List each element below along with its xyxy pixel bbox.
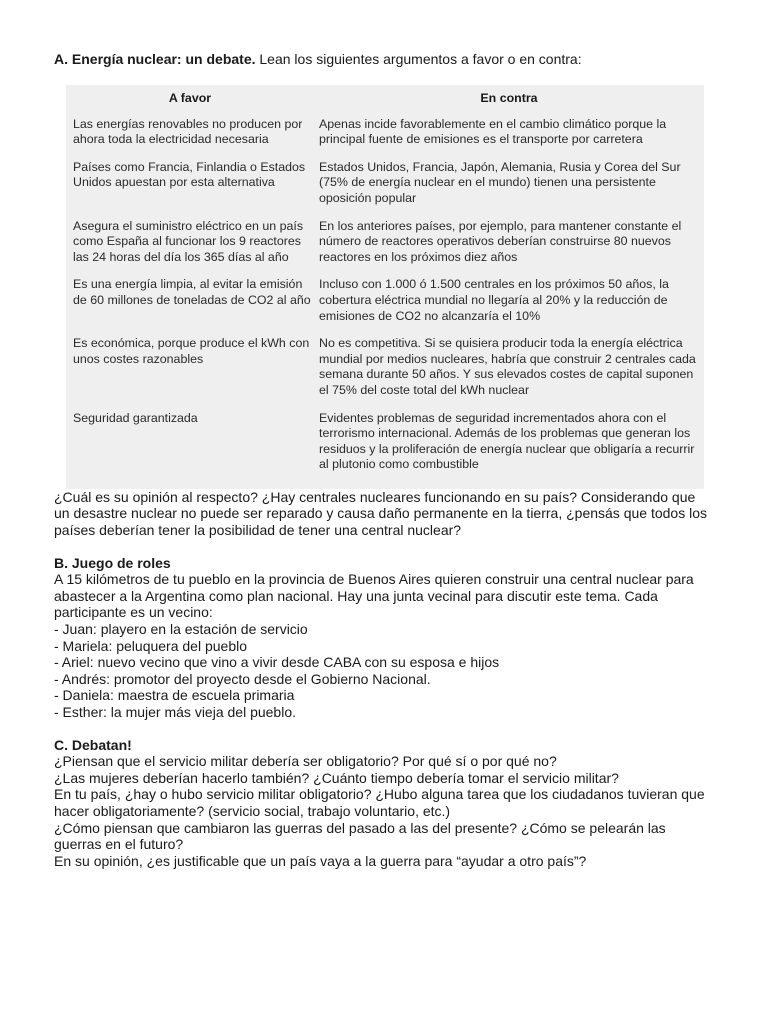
list-item: - Ariel: nuevo vecino que vino a vivir desde CABA con su esposa e hijos (54, 654, 500, 671)
table-row (66, 336, 704, 410)
section-c-paragraph: ¿Las mujeres deberían hacerlo también? ¿Cuánto tiempo debería tomar el servicio militar? (54, 769, 619, 786)
section-a-question: ¿Cuál es su opinión al respecto? ¿Hay centrales nucleares funcionando en su país? Considerando que un desastre nuclear no puede ser reparado y causa daño permanente en la tierra, ¿pensás que todos los países deberían tener la posibilidad de tener una central nuclear? (54, 488, 707, 539)
contra-cell: En los anteriores países, por ejemplo, para mantener constante el número de reactores operativos deberían construirse 80 nuevos reactores en los próximos diez años (319, 218, 682, 264)
document-page (54, 50, 714, 869)
table-row (66, 411, 704, 485)
header-en-contra: En contra (480, 91, 538, 105)
table-header-row (66, 91, 704, 117)
arguments-table-container (66, 85, 704, 489)
contra-cell: Evidentes problemas de seguridad incrementados ahora con el terrorismo internacional. Además de los problemas que generan los residuos y la proliferación de energía nuclear que obligaría a recurrir al plutonio como combustible (319, 410, 695, 472)
section-c-paragraph: En su opinión, ¿es justificable que un país vaya a la guerra para “ayudar a otro país”? (54, 852, 587, 869)
favor-cell: Países como Francia, Finlandia o Estados Unidos apuestan por esta alternativa (73, 159, 306, 190)
favor-cell: Es una energía limpia, al evitar la emisión de 60 millones de toneladas de CO2 al año (73, 277, 311, 307)
favor-cell: Asegura el suministro eléctrico en un país como España al funcionar los 9 reactores las 24 horas del día los 365 días al año (73, 218, 304, 264)
section-a-title: A. Energía nuclear: un debate. (54, 51, 256, 67)
contra-cell: Apenas incide favorablemente en el cambio climático porque la principal fuente de emisiones es el transporte por carretera (319, 116, 667, 147)
section-c-paragraph: ¿Piensan que el servicio militar debería ser obligatorio? Por qué sí o por qué no? (54, 753, 557, 770)
table-row (66, 160, 704, 219)
table-row (66, 219, 704, 278)
section-b-title: B. Juego de roles (54, 554, 171, 571)
contra-cell: No es competitiva. Si se quisiera producir toda la energía eléctrica mundial por medios nucleares, habría que construir 2 centrales cada semana durante 50 años. Y sus elevados costes de capital suponen el 75% del coste total del kWh nuclear (319, 336, 696, 397)
section-c-title: C. Debatan! (54, 736, 132, 753)
list-item: - Mariela: peluquera del pueblo (54, 637, 248, 654)
favor-cell: Es económica, porque produce el kWh con unos costes razonables (73, 336, 310, 366)
section-a-heading (54, 50, 714, 69)
header-a-favor: A favor (168, 91, 212, 105)
contra-cell: Incluso con 1.000 ó 1.500 centrales en los próximos 50 años, la cobertura eléctrica mundial no llegaría al 20% y la reducción de emisiones de CO2 no alcanzaría el 10% (319, 277, 669, 323)
arguments-table (66, 91, 704, 485)
list-item: - Daniela: maestra de escuela primaria (54, 687, 295, 704)
list-item: - Juan: playero en la estación de servicio (54, 621, 308, 638)
table-row (66, 277, 704, 336)
section-b-intro: A 15 kilómetros de tu pueblo en la provincia de Buenos Aires quieren construir una central nuclear para abastecer a la Argentina como plan nacional. Hay una junta vecinal para discutir este tema. Cada participante es un vecino: (54, 571, 694, 621)
section-c-paragraph: En tu país, ¿hay o hubo servicio militar obligatorio? ¿Hubo alguna tarea que los ciudadanos tuvieran que hacer obligatoriamente? (servicio social, trabajo voluntario, etc.) (54, 786, 705, 819)
list-item: - Andrés: promotor del proyecto desde el Gobierno Nacional. (54, 670, 431, 687)
favor-cell: Seguridad garantizada (73, 410, 198, 425)
favor-cell: Las energías renovables no producen por ahora toda la electricidad necesaria (73, 116, 303, 147)
table-row (66, 117, 704, 160)
contra-cell: Estados Unidos, Francia, Japón, Alemania, Rusia y Corea del Sur (75% de energía nuclear en el mundo) tienen una persistente oposición popular (319, 159, 681, 205)
section-c-paragraph: ¿Cómo piensan que cambiaron las guerras del pasado a las del presente? ¿Cómo se pelearán las guerras en el futuro? (54, 819, 666, 853)
list-item: - Esther: la mujer más vieja del pueblo. (54, 704, 296, 720)
roles-list (54, 621, 714, 721)
section-a-instruction: Lean los siguientes argumentos a favor o en contra: (255, 51, 582, 67)
